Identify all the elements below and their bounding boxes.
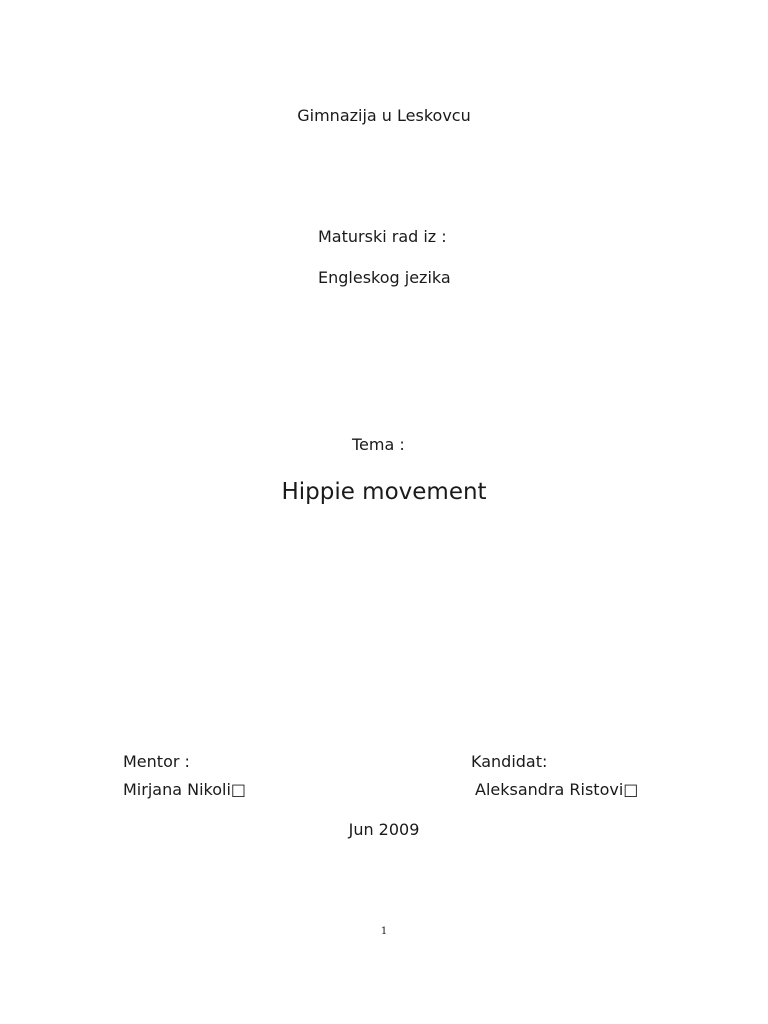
mentor-name: Mirjana Nikoli□ (123, 780, 247, 799)
candidate-name: Aleksandra Ristovi□ (475, 780, 639, 799)
school-name: Gimnazija u Leskovcu (297, 106, 471, 125)
mentor-label: Mentor : (123, 752, 190, 771)
topic-title: Hippie movement (281, 479, 487, 505)
topic-label: Tema : (352, 435, 405, 454)
page-number: 1 (380, 926, 388, 937)
date: Jun 2009 (348, 820, 420, 839)
subject-name: Engleskog jezika (318, 268, 451, 287)
thesis-type: Maturski rad iz : (318, 227, 447, 246)
candidate-label: Kandidat: (471, 752, 548, 771)
